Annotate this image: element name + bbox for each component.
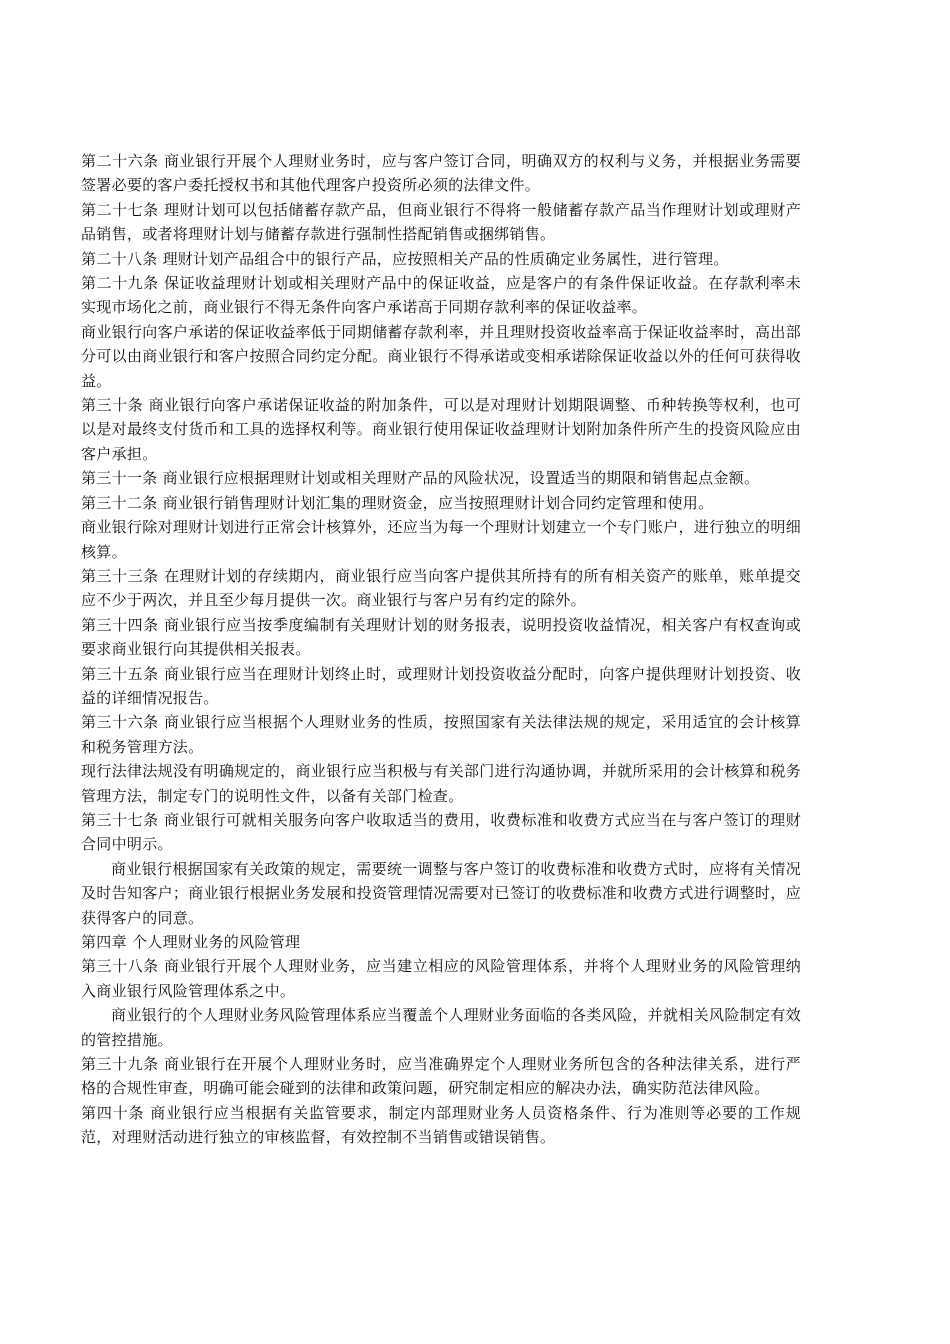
article-38: 第三十八条 商业银行开展个人理财业务，应当建立相应的风险管理体系，并将个人理财业务的风险管理纳入商业银行风险管理体系之中。 (81, 957, 801, 1000)
article-31: 第三十一条 商业银行应根据理财计划或相关理财产品的风险状况，设置适当的期限和销售起点金额。 (81, 469, 760, 488)
article-37-continued: 商业银行根据国家有关政策的规定，需要统一调整与客户签订的收费标准和收费方式时，应将有关情况及时告知客户；商业银行根据业务发展和投资管理情况需要对已签订的收费标准和收费方式进行调整时，应获得客户的同意。 (81, 859, 801, 927)
article-27: 第二十七条 理财计划可以包括储蓄存款产品，但商业银行不得将一般储蓄存款产品当作理财计划或理财产品销售，或者将理财计划与储蓄存款进行强制性搭配销售或捆绑销售。 (81, 200, 801, 244)
article-26: 第二十六条 商业银行开展个人理财业务时，应与客户签订合同，明确双方的权利与义务，并根据业务需要签署必要的客户委托授权书和其他代理客户投资所必须的法律文件。 (81, 152, 801, 195)
article-29-continued: 商业银行向客户承诺的保证收益率低于同期储蓄存款利率，并且理财投资收益率高于保证收益率时，高出部分可以由商业银行和客户按照合同约定分配。商业银行不得承诺或变相承诺除保证收益以外的任何可获得收益。 (81, 322, 801, 390)
article-40: 第四十条 商业银行应当根据有关监管要求，制定内部理财业务人员资格条件、行为准则等必要的工作规范，对理财活动进行独立的审核监督，有效控制不当销售或错误销售。 (81, 1103, 801, 1147)
article-33: 第三十三条 在理财计划的存续期内，商业银行应当向客户提供其所持有的所有相关资产的账单，账单提交应不少于两次，并且至少每月提供一次。商业银行与客户另有约定的除外。 (81, 566, 801, 610)
article-38-continued: 商业银行的个人理财业务风险管理体系应当覆盖个人理财业务面临的各类风险，并就相关风险制定有效的管控措施。 (81, 1006, 801, 1049)
article-35: 第三十五条 商业银行应当在理财计划终止时，或理财计划投资收益分配时，向客户提供理财计划投资、收益的详细情况报告。 (81, 664, 801, 707)
article-32: 第三十二条 商业银行销售理财计划汇集的理财资金，应当按照理财计划合同约定管理和使用。 (81, 493, 714, 512)
article-36-continued: 现行法律法规没有明确规定的，商业银行应当积极与有关部门进行沟通协调，并就所采用的会计核算和税务管理方法，制定专门的说明性文件，以备有关部门检查。 (81, 762, 801, 805)
article-28: 第二十八条 理财计划产品组合中的银行产品，应按照相关产品的性质确定业务属性，进行管理。 (81, 249, 729, 268)
document-body (81, 149, 801, 1150)
article-29: 第二十九条 保证收益理财计划或相关理财产品中的保证收益，应是客户的有条件保证收益。在存款利率未实现市场化之前，商业银行不得无条件向客户承诺高于同期存款利率的保证收益率。 (81, 274, 801, 317)
article-37: 第三十七条 商业银行可就相关服务向客户收取适当的费用，收费标准和收费方式应当在与客户签订的理财合同中明示。 (81, 810, 801, 854)
article-32-continued: 商业银行除对理财计划进行正常会计核算外，还应当为每一个理财计划建立一个专门账户，进行独立的明细核算。 (81, 518, 801, 561)
article-36: 第三十六条 商业银行应当根据个人理财业务的性质，按照国家有关法律法规的规定，采用适宜的会计核算和税务管理方法。 (81, 713, 801, 756)
article-30: 第三十条 商业银行向客户承诺保证收益的附加条件，可以是对理财计划期限调整、币种转换等权利，也可以是对最终支付货币和工具的选择权利等。商业银行使用保证收益理财计划附加条件所产生的投资风险应由客户承担。 (81, 396, 801, 463)
article-34: 第三十四条 商业银行应当按季度编制有关理财计划的财务报表，说明投资收益情况，相关客户有权查询或要求商业银行向其提供相关报表。 (81, 615, 801, 659)
chapter-4-heading: 第四章 个人理财业务的风险管理 (81, 933, 301, 951)
article-39: 第三十九条 商业银行在开展个人理财业务时，应当准确界定个人理财业务所包含的各种法律关系，进行严格的合规性审查，明确可能会碰到的法律和政策问题，研究制定相应的解决办法，确实防范法律风险。 (81, 1055, 801, 1098)
